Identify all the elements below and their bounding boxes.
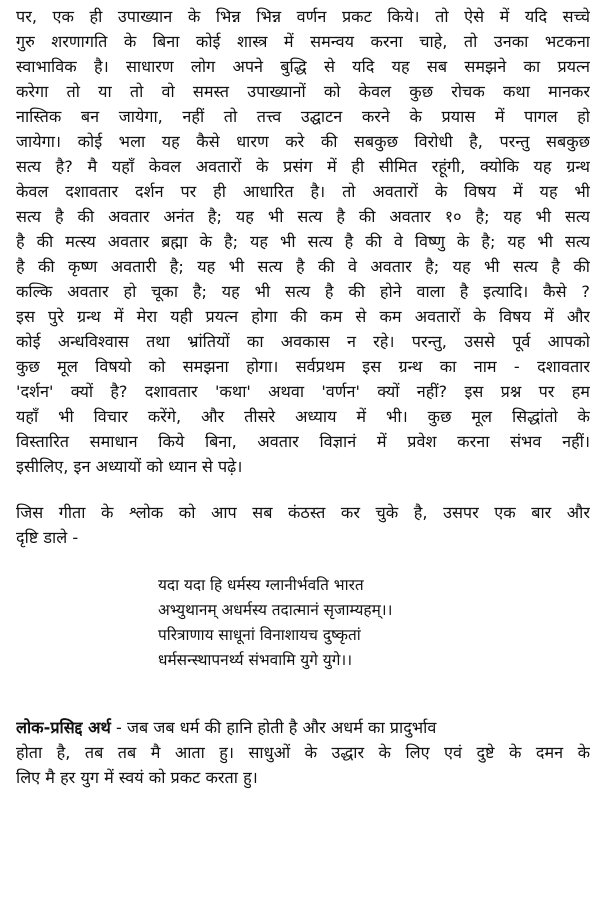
paragraph-line: पर, एक ही उपाख्यान के भिन्न भिन्न वर्णन प्रकट किये। तो ऐसे में यदि सच्चे: [16, 7, 590, 26]
paragraph-line: यहाँ भी विचार करेंगे, और तीसरे अध्याय में भी। कुछ मूल सिद्धांतो के: [16, 407, 590, 426]
paragraph-line: दृष्टि डाले -: [16, 528, 79, 547]
paragraph-line: है की कृष्ण अवतारी है; यह भी सत्य है की वे अवतार है; यह भी सत्य है की: [16, 257, 590, 276]
paragraph-line: इस पुरे ग्रन्थ में मेरा यही प्रयत्न होगा की कम से कम अवतारों के विषय में और: [16, 307, 590, 326]
paragraph-line: सत्य है? मै यहाँ केवल अवतारों के प्रसंग में ही सीमित रहूंगी, क्योकि यह ग्रन्थ: [16, 157, 590, 176]
paragraph-line: है की मत्स्य अवतार ब्रह्मा के है; यह भी सत्य है की वे विष्णु के है; यह भी सत्य: [16, 232, 590, 251]
paragraph-line: 'दर्शन' क्यों है? दशावतार 'कथा' अथवा 'वर्णन' क्यों नहीं? इस प्रश्न पर हम: [16, 382, 590, 401]
paragraph-line: केवल दशावतार दर्शन पर ही आधारित है। तो अवतारों के विषय में यह भी: [16, 182, 590, 201]
paragraph-line: सत्य है की अवतार अनंत है; यह भी सत्य है की अवतार १० है; यह भी सत्य: [16, 207, 590, 226]
meaning-line: होता है, तब तब मै आता हु। साधुओं के उद्धार के लिए एवं दुष्टे के दमन के: [16, 743, 590, 762]
paragraph-line: इसीलिए, इन अध्यायों को ध्यान से पढ़े।: [16, 457, 243, 476]
paragraph-line: करेगा तो या तो वो समस्त उपाख्यानों को केवल कुछ रोचक कथा मानकर: [16, 82, 590, 101]
paragraph-line: गुरु शरणागति के बिना कोई शास्त्र में समन्वय करना चाहे, तो उनका भटकना: [16, 32, 590, 51]
paragraph-line: कुछ मूल विषयो को समझना होगा। सर्वप्रथम इस ग्रन्थ का नाम - दशावतार: [16, 357, 590, 376]
verse-line: परित्राणाय साधूनां विनाशायच दुष्कृतां: [158, 626, 361, 644]
verse-line: अभ्युथानम् अधर्मस्य तदात्मानं सृजाम्यहम्।।: [158, 601, 393, 619]
paragraph-line: विस्तारित समाधान किये बिना, अवतार विज्ञानं में प्रवेश करना संभव नहीं।: [16, 432, 590, 451]
paragraph-line: कल्कि अवतार हो चूका है; यह भी सत्य है की होने वाला है इत्यादि। कैसे ?: [16, 282, 590, 301]
paragraph-line: नास्तिक बन जायेगा, नहीं तो तत्त्व उद्घाटन करने के प्रयास में पागल हो: [16, 107, 590, 126]
paragraph-line: जिस गीता के श्लोक को आप सब कंठस्त कर चुके है, उसपर एक बार और: [16, 503, 590, 522]
verse-line: यदा यदा हि धर्मस्य ग्लानीर्भवति भारत: [158, 576, 364, 594]
meaning-first-line: [16, 715, 590, 740]
meaning-line: - जब जब धर्म की हानि होती है और अधर्म का प्रादुर्भाव: [110, 718, 437, 737]
verse-line: धर्मसन्स्थापनर्थ्य संभवामि युगे युगे।।: [158, 651, 353, 669]
paragraph-line: जायेगा। कोई भला यह कैसे धारण करे की सबकुछ विरोधी है, परन्तु सबकुछ: [16, 132, 590, 151]
meaning-heading: लोक-प्रसिद्द अर्थ: [16, 718, 111, 737]
paragraph-line: कोई अन्धविश्वास तथा भ्रांतियों का अवकास न रहे। परन्तु, उससे पूर्व आपको: [16, 332, 590, 351]
paragraph-line: स्वाभाविक है। साधारण लोग अपने बुद्धि से यदि यह सब समझने का प्रयत्न: [16, 57, 590, 76]
meaning-line: लिए मै हर युग में स्वयं को प्रकट करता हु।: [16, 768, 258, 787]
